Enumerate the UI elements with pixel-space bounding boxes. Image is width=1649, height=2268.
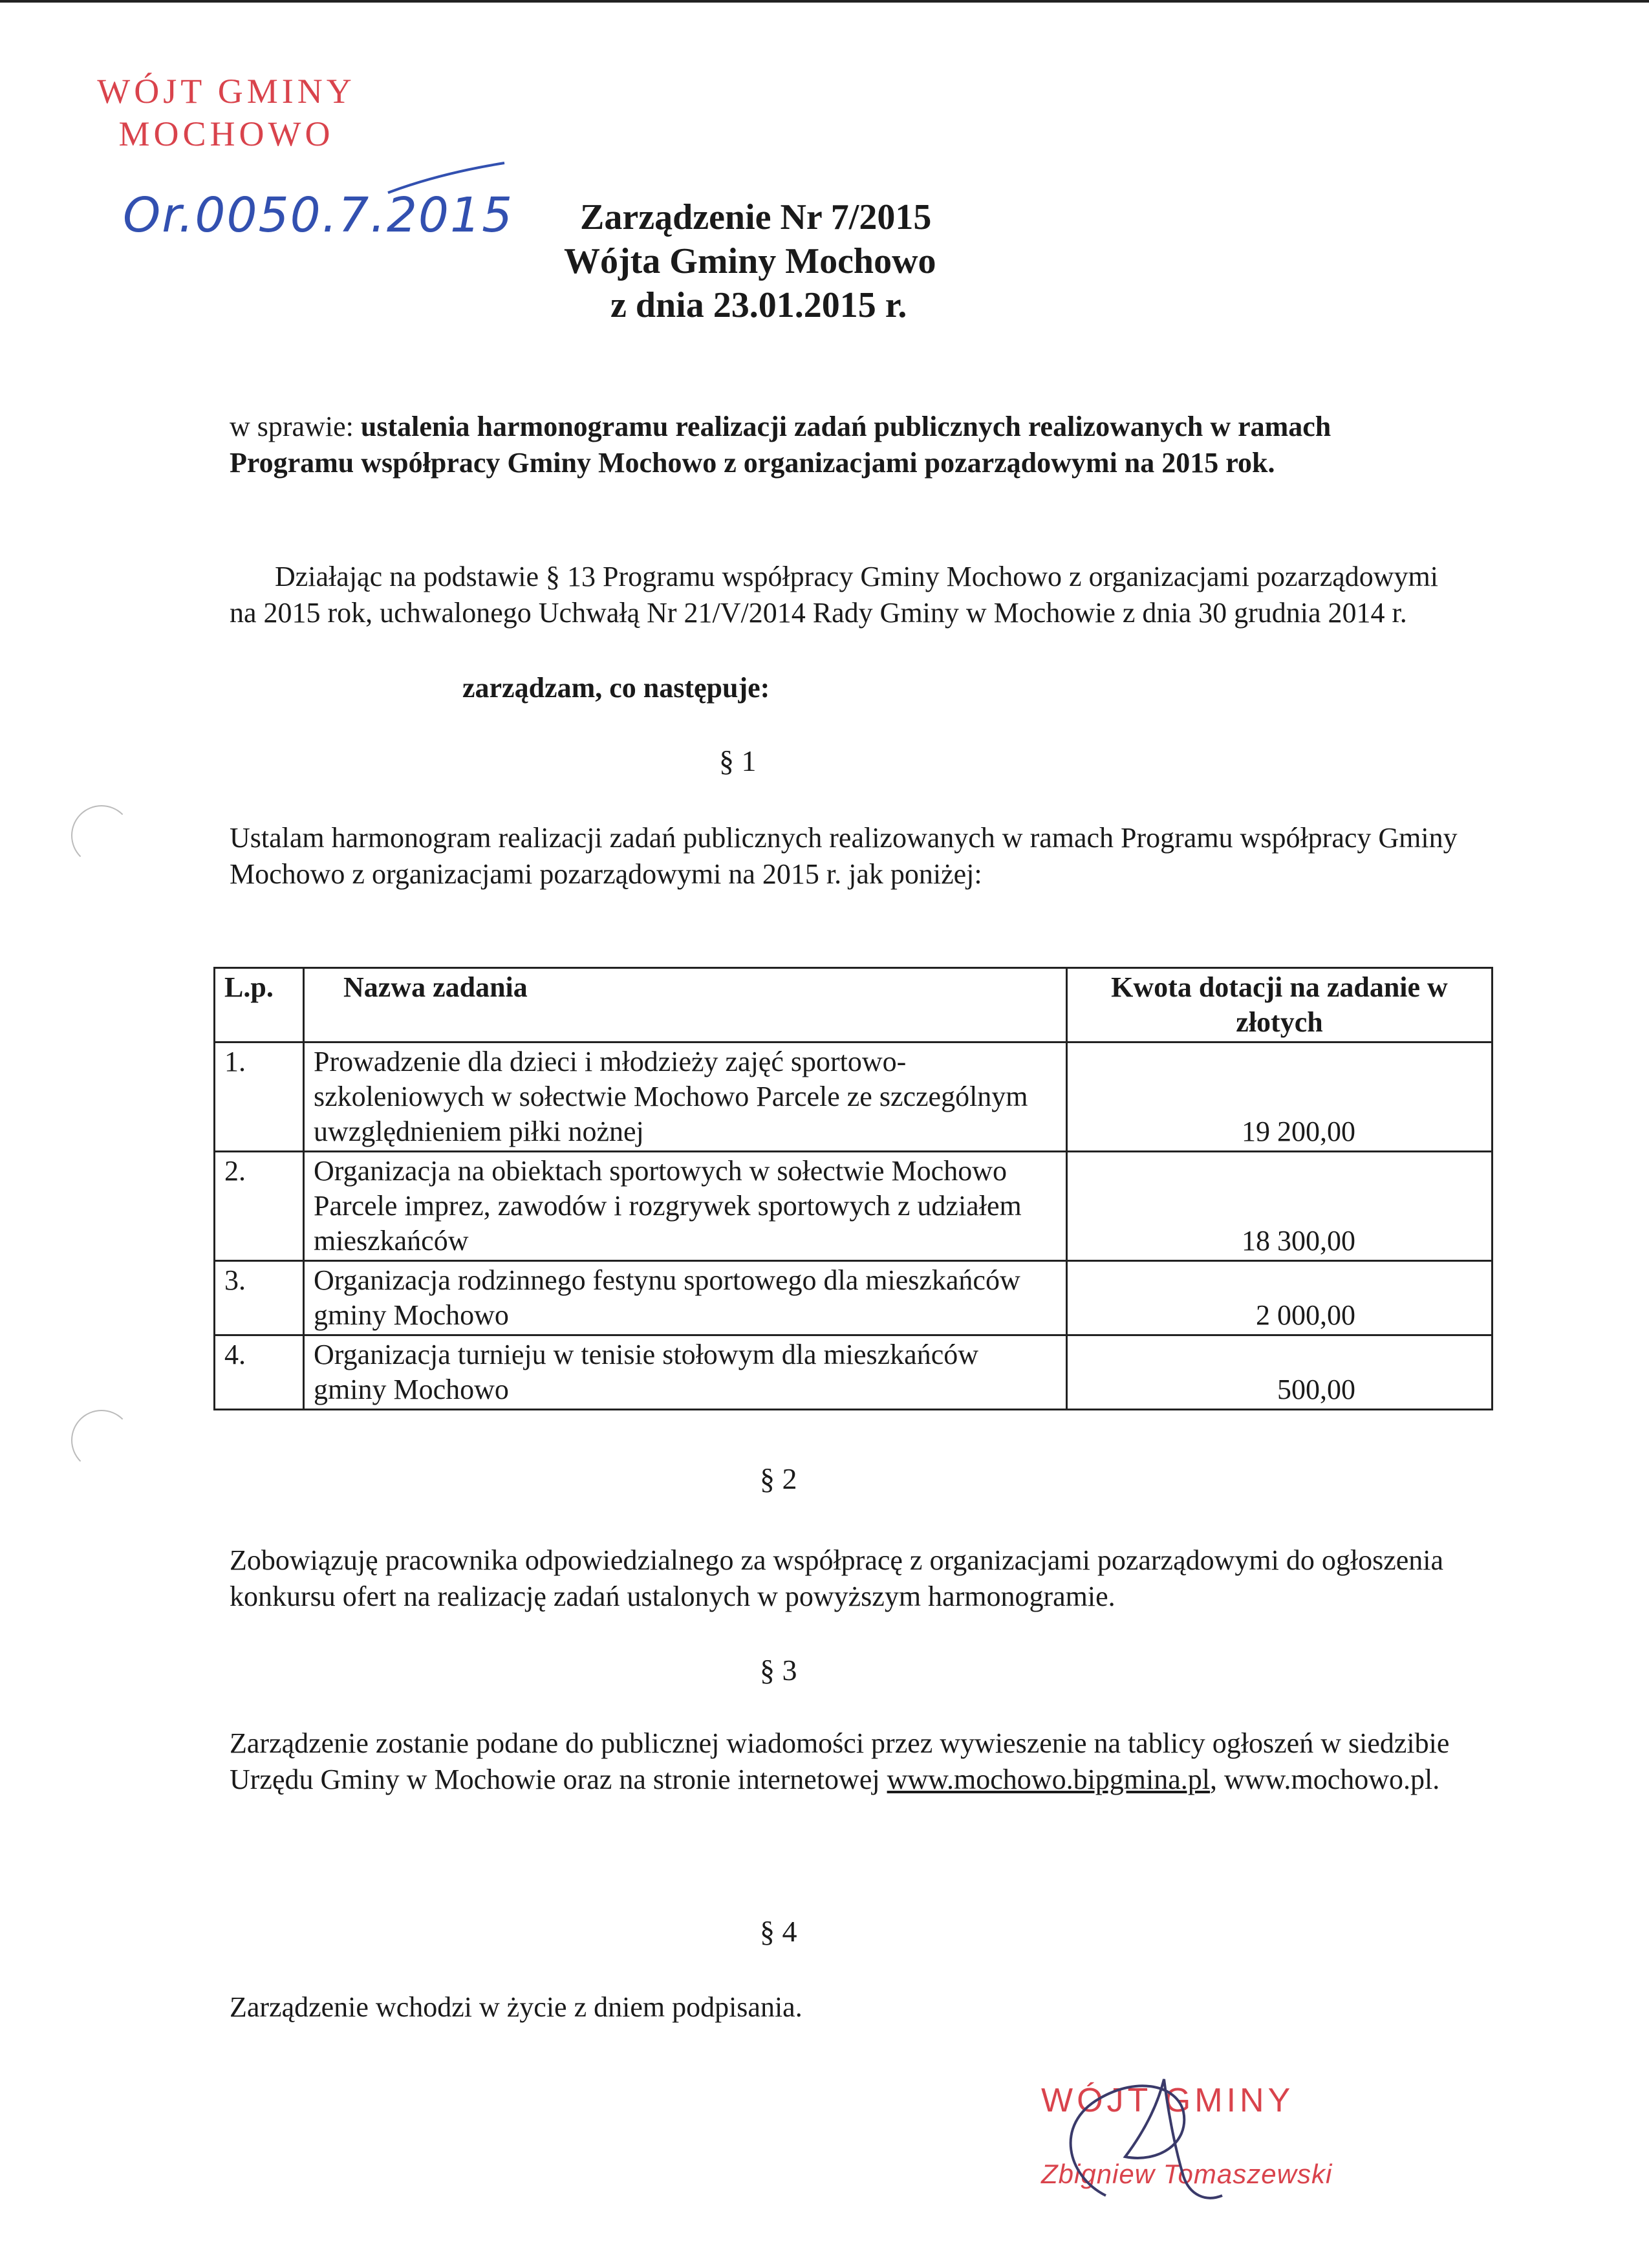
- header-lp: L.p.: [215, 968, 304, 1042]
- section-1-mark: § 1: [719, 744, 757, 777]
- header-amount: Kwota dotacji na zadanie w złotych: [1067, 968, 1493, 1042]
- legal-basis-text: Działając na podstawie § 13 Programu współpracy Gminy Mochowo z organizacjami pozarządowymi na 2015 rok, uchwalonego Uchwałą Nr 21/V/2014 Rady Gminy w Mochowie z dnia 30 grudnia 2014 r.: [230, 561, 1438, 629]
- section-2-text: Zobowiązuję pracownika odpowiedzialnego za współpracę z organizacjami pozarządowymi do ogłoszenia konkursu ofert na realizację zadań ustalonych w powyższym harmonogramie.: [230, 1544, 1444, 1612]
- subject-text: ustalenia harmonogramu realizacji zadań publicznych realizowanych w ramach Programu współpracy Gminy Mochowo z organizacjami pozarządowymi na 2015 rok.: [230, 411, 1331, 479]
- bip-website-link[interactable]: www.mochowo.bipgmina.pl: [887, 1764, 1211, 1795]
- section-3-tail: , www.mochowo.pl.: [1210, 1764, 1440, 1795]
- handwritten-flourish: [382, 160, 511, 199]
- document-title: Zarządzenie Nr 7/2015: [580, 197, 932, 237]
- table-row: [215, 1261, 1493, 1335]
- punch-hole-mark: [71, 805, 132, 866]
- document-date: z dnia 23.01.2015 r.: [610, 285, 907, 325]
- punch-hole-mark: [71, 1410, 132, 1471]
- office-stamp-line1: WÓJT GMINY: [97, 72, 356, 111]
- schedule-table: [213, 967, 1493, 1410]
- handwritten-signature: [1028, 2066, 1390, 2209]
- row-task-name: Organizacja turnieju w tenisie stołowym dla mieszkańców gminy Mochowo: [304, 1335, 1067, 1410]
- table-row: [215, 1335, 1493, 1410]
- signature-stamp-title: WÓJT GMINY: [1041, 2082, 1295, 2119]
- row-task-name: Prowadzenie dla dzieci i młodzieży zajęć sportowo-szkoleniowych w sołectwie Mochowo Parcele ze szczególnym uwzględnieniem piłki nożnej: [304, 1042, 1067, 1152]
- row-lp: 2.: [215, 1152, 304, 1261]
- row-amount: 19 200,00: [1067, 1042, 1493, 1152]
- header-task-name: Nazwa zadania: [304, 968, 1067, 1042]
- section-4-mark: § 4: [760, 1915, 797, 1948]
- row-task-name: Organizacja rodzinnego festynu sportowego dla mieszkańców gminy Mochowo: [304, 1261, 1067, 1335]
- section-3-paragraph: [230, 1725, 1458, 1798]
- section-3-mark: § 3: [760, 1654, 797, 1687]
- row-amount: 500,00: [1067, 1335, 1493, 1410]
- table-row: [215, 1152, 1493, 1261]
- section-3-text: Zarządzenie zostanie podane do publicznej wiadomości przez wywieszenie na tablicy ogłoszeń w siedzibie Urzędu Gminy w Mochowie oraz na stronie internetowej: [230, 1727, 1450, 1795]
- section-1-text: Ustalam harmonogram realizacji zadań publicznych realizowanych w ramach Programu współpracy Gminy Mochowo z organizacjami pozarządowymi na 2015 r. jak poniżej:: [230, 822, 1458, 890]
- subject-paragraph: [230, 409, 1458, 481]
- row-amount: 2 000,00: [1067, 1261, 1493, 1335]
- handwritten-reference-number: Or.0050.7.2015: [123, 188, 514, 243]
- scan-top-edge: [0, 0, 1649, 3]
- table-header-row: [215, 968, 1493, 1042]
- office-stamp: [84, 70, 369, 155]
- row-lp: 3.: [215, 1261, 304, 1335]
- section-2-mark: § 2: [760, 1462, 797, 1495]
- legal-basis-paragraph: [230, 559, 1458, 631]
- row-lp: 4.: [215, 1335, 304, 1410]
- signature-stamp-name: Zbigniew Tomaszewski: [1041, 2159, 1333, 2189]
- table-row: [215, 1042, 1493, 1152]
- row-task-name: Organizacja na obiektach sportowych w sołectwie Mochowo Parcele imprez, zawodów i rozgrywek sportowych z udziałem mieszkańców: [304, 1152, 1067, 1261]
- subject-prefix: w sprawie:: [230, 411, 361, 442]
- section-4-text: Zarządzenie wchodzi w życie z dniem podpisania.: [230, 1991, 803, 2023]
- row-amount: 18 300,00: [1067, 1152, 1493, 1261]
- order-phrase: zarządzam, co następuje:: [462, 672, 770, 704]
- row-lp: 1.: [215, 1042, 304, 1152]
- document-issuer: Wójta Gminy Mochowo: [564, 241, 936, 281]
- office-stamp-line2: MOCHOWO: [118, 114, 334, 153]
